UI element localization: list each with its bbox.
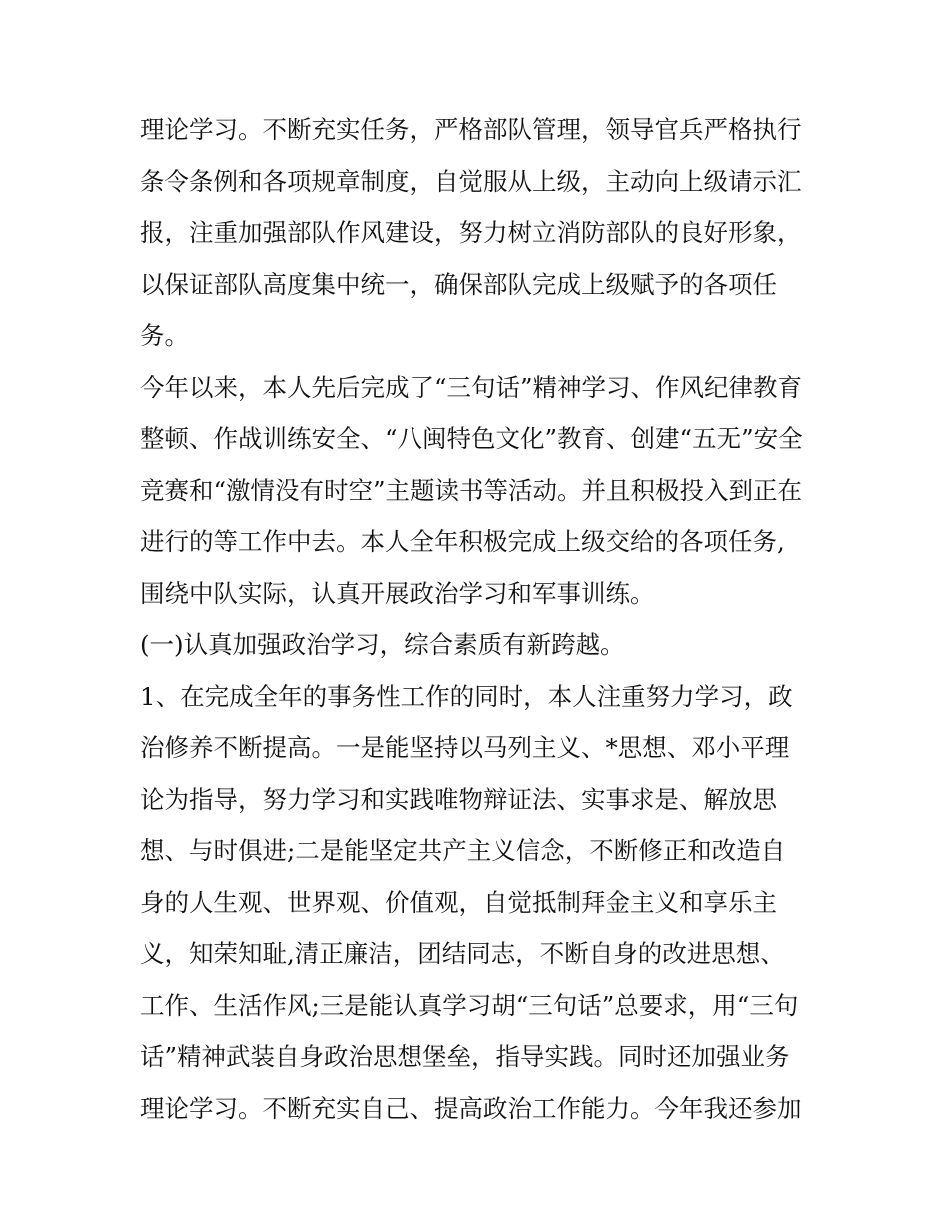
text-line: 进行的等工作中去。本人全年积极完成上级交给的各项任务, xyxy=(140,527,785,556)
text-line: 想、与时俱进;二是能坚定共产主义信念，不断修正和改造自 xyxy=(140,836,786,865)
text-line: 身的人生观、世界观、价值观，自觉抵制拜金主义和享乐主 xyxy=(140,887,777,917)
text-line: 理论学习。不断充实任务，严格部队管理，领导官兵严格执行 xyxy=(140,115,802,144)
text-line: 报，注重加强部队作风建设，努力树立消防部队的良好形象， xyxy=(140,218,802,247)
text-line: 理论学习。不断充实自己、提高政治工作能力。今年我还参加 xyxy=(140,1093,802,1123)
text-line: 整顿、作战训练安全、“八闽特色文化”教育、创建“五无”安全 xyxy=(140,424,803,453)
text-line: 条令条例和各项规章制度，自觉服从上级，主动向上级请示汇 xyxy=(140,166,802,196)
text-line: 1、在完成全年的事务性工作的同时，本人注重努力学习，政 xyxy=(140,681,793,711)
text-line: 务。 xyxy=(140,321,189,350)
text-line: 义，知荣知耻,清正廉洁，团结同志，不断自身的改进思想、 xyxy=(140,939,785,968)
section-heading: (一)认真加强政治学习，综合素质有新跨越。 xyxy=(140,630,625,659)
text-line: 工作、生活作风;三是能认真学习胡“三句话”总要求，用“三句 xyxy=(140,990,799,1020)
text-line: 论为指导，努力学习和实践唯物辩证法、实事求是、解放思 xyxy=(140,784,777,814)
text-line: 以保证部队高度集中统一，确保部队完成上级赋予的各项任 xyxy=(140,269,777,299)
text-line: 竞赛和“激情没有时空”主题读书等活动。并且积极投入到正在 xyxy=(140,475,803,505)
text-line: 话”精神武装自身政治思想堡垒，指导实践。同时还加强业务 xyxy=(140,1042,790,1071)
text-line: 今年以来，本人先后完成了“三句话”精神学习、作风纪律教育 xyxy=(140,372,803,402)
text-line: 治修养不断提高。一是能坚持以马列主义、*思想、邓小平理 xyxy=(140,733,790,762)
text-line: 围绕中队实际，认真开展政治学习和军事训练。 xyxy=(140,578,655,608)
document-page xyxy=(140,104,816,1134)
